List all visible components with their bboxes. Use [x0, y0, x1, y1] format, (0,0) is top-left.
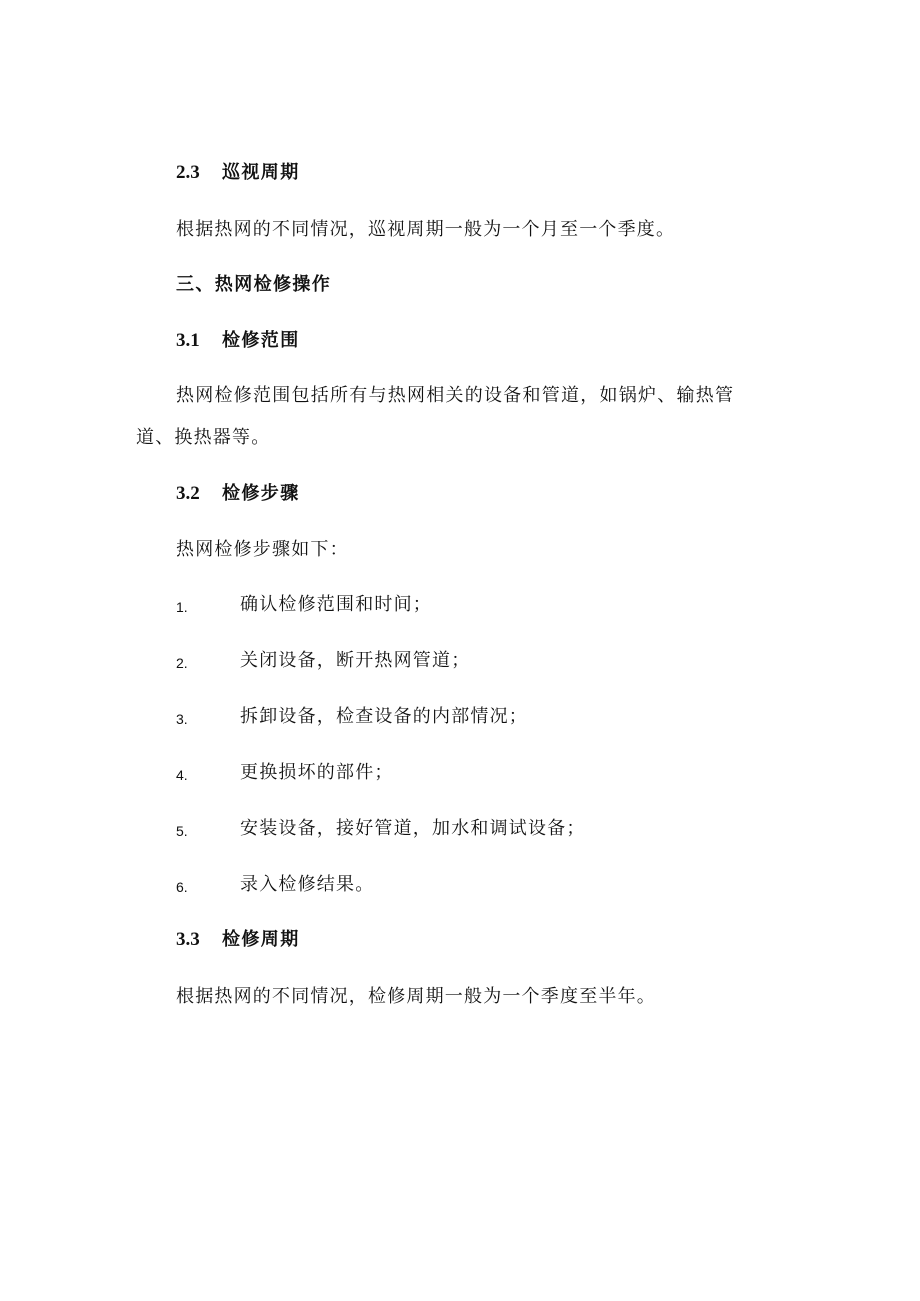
- section-title: 巡视周期: [222, 162, 300, 183]
- list-item-text: 安装设备，接好管道，加水和调试设备；: [240, 818, 586, 839]
- list-item-text: 更换损坏的部件；: [240, 762, 394, 783]
- list-item-number: 6.: [176, 879, 188, 895]
- list-item-text: 关闭设备，断开热网管道；: [240, 650, 471, 671]
- paragraph-3-3: 根据热网的不同情况，检修周期一般为一个季度至半年。: [176, 986, 656, 1007]
- list-item-number: 5.: [176, 823, 188, 839]
- list-item-number: 1.: [176, 599, 188, 615]
- list-item-text: 录入检修结果。: [240, 874, 375, 895]
- section-heading-2-3: [176, 162, 300, 184]
- list-item-number: 3.: [176, 711, 188, 727]
- list-item-number: 2.: [176, 655, 188, 671]
- paragraph-2-3: 根据热网的不同情况，巡视周期一般为一个月至一个季度。: [176, 219, 676, 240]
- section-heading-3-3: [176, 929, 300, 951]
- paragraph-3-2-intro: 热网检修步骤如下：: [176, 539, 349, 560]
- list-item-text: 确认检修范围和时间；: [240, 594, 432, 615]
- section-number: 2.3: [176, 162, 200, 183]
- section-title: 检修周期: [222, 929, 300, 950]
- section-number: 3.1: [176, 330, 200, 351]
- list-item-text: 拆卸设备，检查设备的内部情况；: [240, 706, 528, 727]
- section-title: 检修范围: [222, 330, 300, 351]
- section-heading-3-1: [176, 330, 300, 352]
- chapter-heading-3: 三、热网检修操作: [176, 274, 332, 295]
- section-number: 3.2: [176, 483, 200, 504]
- section-heading-3-2: [176, 483, 300, 505]
- paragraph-3-1-line-1: 热网检修范围包括所有与热网相关的设备和管道，如锅炉、输热管: [176, 385, 735, 406]
- section-number: 3.3: [176, 929, 200, 950]
- section-title: 检修步骤: [222, 483, 300, 504]
- list-item-number: 4.: [176, 767, 188, 783]
- paragraph-3-1-line-2: 道、换热器等。: [136, 427, 271, 448]
